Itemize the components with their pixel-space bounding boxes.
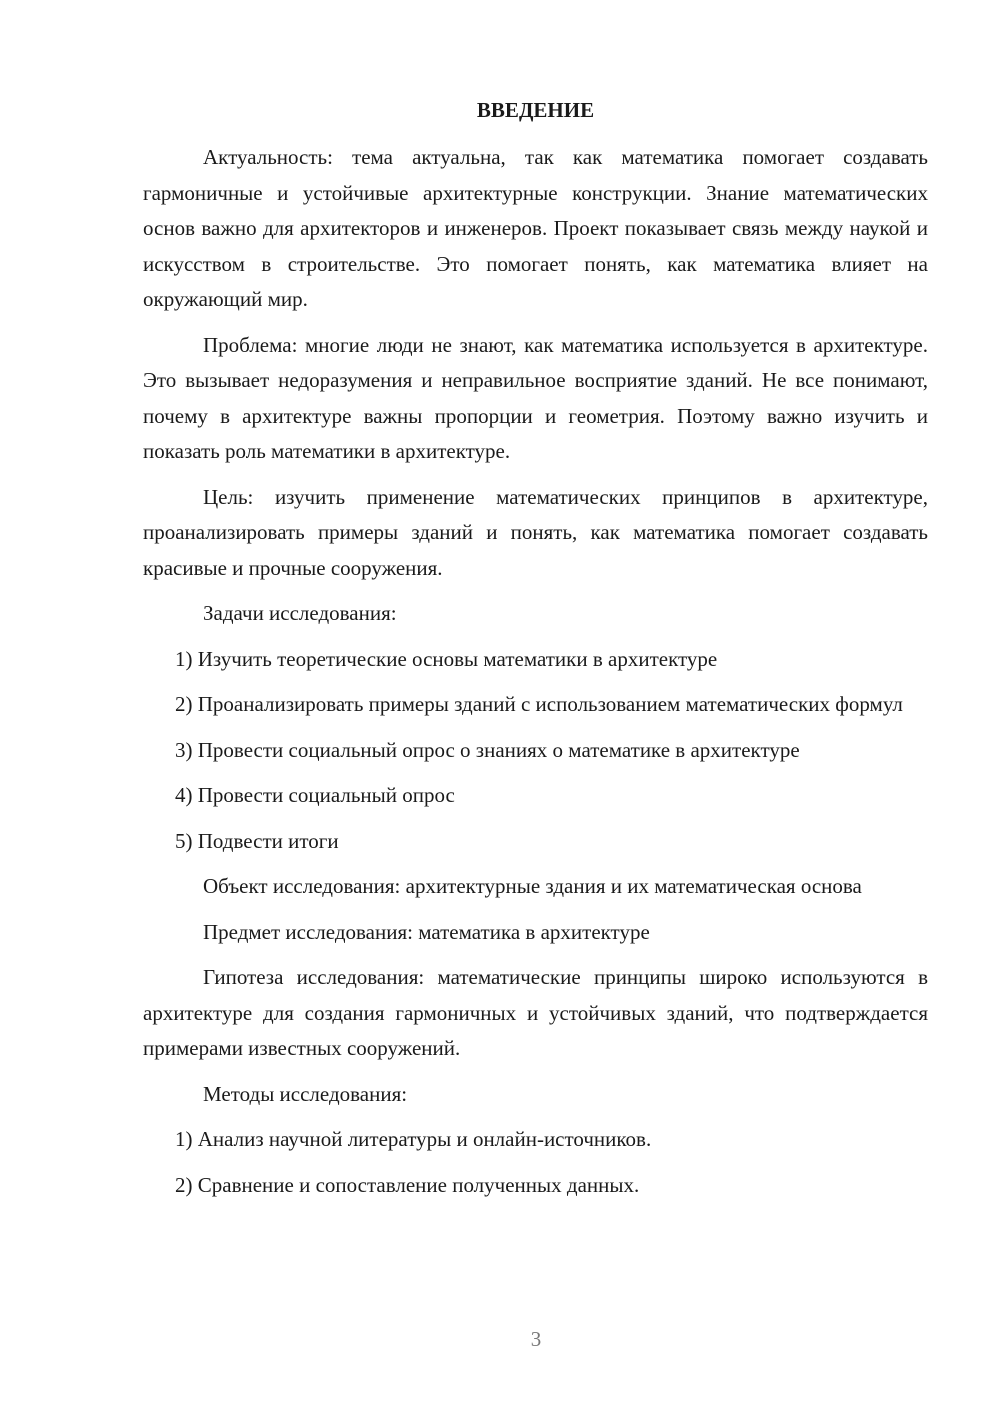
subject-paragraph: Предмет исследования: математика в архитектуре <box>203 919 650 944</box>
problem-paragraph: Проблема: многие люди не знают, как математика используется в архитектуре. Это вызывает недоразумения и неправильное восприятие зданий. Не все понимают, почему в архитектуре важны пропорции и геометрия. Поэтому важно изучить и показать роль математики в архитектуре. <box>143 332 928 463</box>
hypothesis-paragraph: Гипотеза исследования: математические принципы широко используются в архитектуре для создания гармоничных и устойчивых зданий, что подтверждается примерами известных сооружений. <box>143 965 928 1060</box>
section-title: ВВЕДЕНИЕ <box>476 98 595 122</box>
object-paragraph: Объект исследования: архитектурные здания и их математическая основа <box>203 874 862 898</box>
task-item-2: 2) Проанализировать примеры зданий с использованием математических формул <box>175 692 903 716</box>
method-item-2: 2) Сравнение и сопоставление полученных данных. <box>175 1172 640 1197</box>
relevance-paragraph: Актуальность: тема актуальна, так как математика помогает создавать гармоничные и устойчивые архитектурные конструкции. Знание математических основ важно для архитекторов и инженеров. Проект показывает связь между наукой и искусством в строительстве. Это помогает понять, как математика влияет на окружающий мир. <box>143 145 928 311</box>
document-page <box>143 93 928 1213</box>
page-number: 3 <box>530 1327 542 1351</box>
task-item-5: 5) Подвести итоги <box>175 828 339 853</box>
task-item-3: 3) Провести социальный опрос о знаниях о математике в архитектуре <box>175 737 800 762</box>
tasks-heading: Задачи исследования: <box>203 601 397 625</box>
goal-paragraph: Цель: изучить применение математических принципов в архитектуре, проанализировать примеры зданий и понять, как математика помогает создавать красивые и прочные сооружения. <box>143 484 928 580</box>
task-item-1: 1) Изучить теоретические основы математики в архитектуре <box>175 646 718 671</box>
methods-heading: Методы исследования: <box>203 1081 408 1106</box>
task-item-4: 4) Провести социальный опрос <box>175 783 455 807</box>
method-item-1: 1) Анализ научной литературы и онлайн-источников. <box>175 1127 652 1151</box>
